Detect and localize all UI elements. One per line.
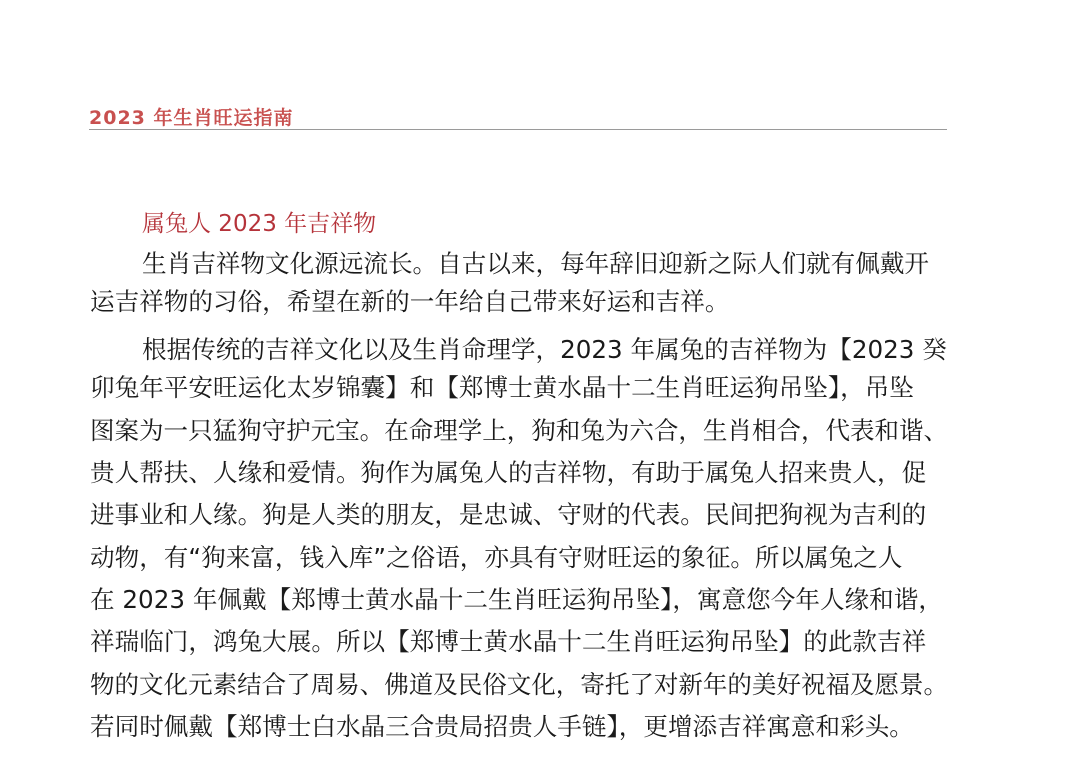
- paragraph-line: 进事业和人缘。狗是人类的朋友，是忠诚、守财的代表。民间把狗视为吉利的: [90, 500, 927, 529]
- paragraph-line: 动物，有“狗来富，钱入库”之俗语，亦具有守财旺运的象征。所以属兔之人: [90, 543, 903, 572]
- paragraph-line: 生肖吉祥物文化源远流长。自古以来，每年辞旧迎新之际人们就有佩戴开: [142, 249, 930, 278]
- paragraph-line: 若同时佩戴【郑博士白水晶三合贵局招贵人手链】，更增添吉祥寓意和彩头。: [90, 712, 914, 741]
- paragraph-line: 运吉祥物的习俗，希望在新的一年给自己带来好运和吉祥。: [90, 287, 730, 316]
- paragraph-line: 卯兔年平安旺运化太岁锦囊】和【郑博士黄水晶十二生肖旺运狗吊坠】，吊坠: [90, 373, 914, 402]
- paragraph-line: 图案为一只猛狗守护元宝。在命理学上，狗和兔为六合，生肖相合，代表和谐、: [90, 416, 949, 445]
- paragraph-line: 在 2023 年佩戴【郑博士黄水晶十二生肖旺运狗吊坠】，寓意您今年人缘和谐，: [90, 585, 943, 614]
- paragraph-line: 贵人帮扶、人缘和爱情。狗作为属兔人的吉祥物，有助于属兔人招来贵人，促: [90, 458, 927, 487]
- paragraph-line: 祥瑞临门，鸿兔大展。所以【郑博士黄水晶十二生肖旺运狗吊坠】的此款吉祥: [90, 627, 927, 656]
- paragraph-line: 根据传统的吉祥文化以及生肖命理学，2023 年属兔的吉祥物为【2023 癸: [142, 335, 947, 364]
- paragraph-line: 物的文化元素结合了周易、佛道及民俗文化，寄托了对新年的美好祝福及愿景。: [90, 670, 949, 699]
- page-header: [89, 101, 947, 130]
- section-title: 属兔人 2023 年吉祥物: [142, 211, 377, 237]
- header-title: 2023 年生肖旺运指南: [89, 107, 294, 129]
